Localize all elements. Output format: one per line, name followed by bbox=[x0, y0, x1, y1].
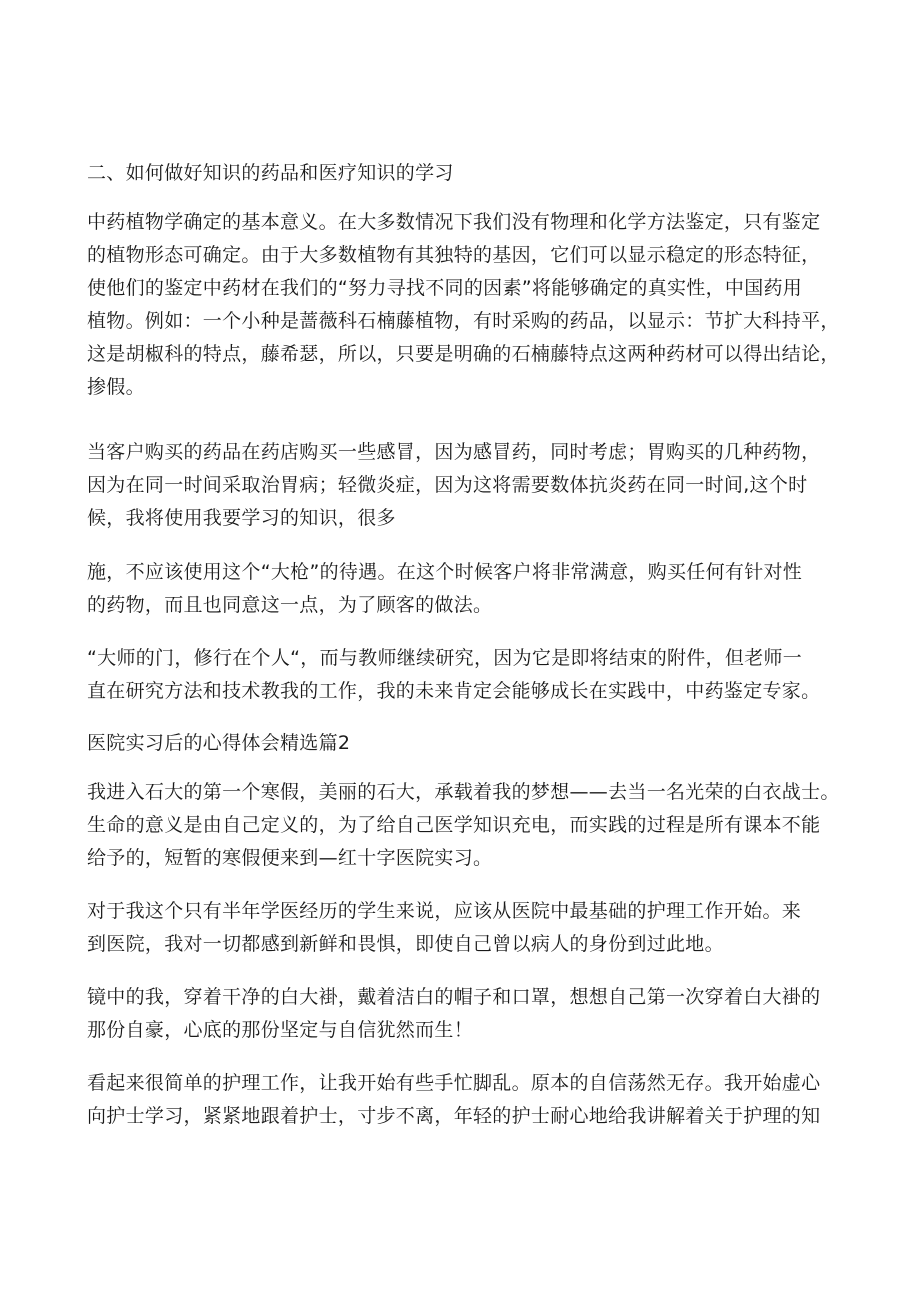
paragraph-line: 使他们的鉴定中药材在我们的“努力寻找不同的因素”将能够确定的真实性，中国药用 bbox=[87, 277, 803, 299]
paragraph-line: “大师的门，修行在个人“，而与教师继续研究，因为它是即将结束的附件，但老师一 bbox=[87, 647, 803, 669]
section-heading: 二、如何做好知识的药品和医疗知识的学习 bbox=[87, 162, 454, 184]
paragraph-line: 对于我这个只有半年学医经历的学生来说，应该从医院中最基础的护理工作开始。来 bbox=[87, 900, 802, 922]
paragraph-line: 因为在同一时间采取治胃病；轻微炎症，因为这将需要数体抗炎药在同一时间,这个时 bbox=[87, 474, 808, 496]
paragraph-line: 到医院，我对一切都感到新鲜和畏惧，即使自己曾以病人的身份到过此地。 bbox=[87, 933, 724, 955]
paragraph-line: 镜中的我，穿着干净的白大褂，戴着洁白的帽子和口罩，想想自己第一次穿着白大褂的 bbox=[87, 986, 821, 1008]
paragraph-line: 我进入石大的第一个寒假，美丽的石大，承载着我的梦想——去当一名光荣的白衣战士。 bbox=[87, 781, 840, 803]
paragraph-line: 的植物形态可确定。由于大多数植物有其独特的基因，它们可以显示稳定的形态特征， bbox=[87, 244, 821, 266]
paragraph-line: 的药物，而且也同意这一点，为了顾客的做法。 bbox=[87, 594, 493, 616]
paragraph-line: 给予的，短暂的寒假便来到—红十字医院实习。 bbox=[87, 847, 493, 869]
paragraph-line: 掺假。 bbox=[87, 376, 145, 398]
paragraph-line: 候，我将使用我要学习的知识，很多 bbox=[87, 507, 396, 529]
paragraph-line: 那份自豪，心底的那份坚定与自信犹然而生！ bbox=[87, 1019, 474, 1041]
paragraph-line: 当客户购买的药品在药店购买一些感冒，因为感冒药，同时考虑；胃购买的几种药物， bbox=[87, 441, 821, 463]
paragraph-line: 生命的意义是由自己定义的，为了给自己医学知识充电，而实践的过程是所有课本不能 bbox=[87, 814, 821, 836]
paragraph-line: 中药植物学确定的基本意义。在大多数情况下我们没有物理和化学方法鉴定，只有鉴定 bbox=[87, 211, 821, 233]
paragraph-line: 植物。例如：一个小种是蔷薇科石楠藤植物，有时采购的药品，以显示：节扩大科持平， bbox=[87, 310, 840, 332]
section-title: 医院实习后的心得体会精选篇2 bbox=[87, 732, 351, 754]
paragraph-line: 施，不应该使用这个“大枪”的待遇。在这个时候客户将非常满意，购买任何有针对性 bbox=[87, 561, 803, 583]
paragraph-line: 向护士学习，紧紧地跟着护士，寸步不离，年轻的护士耐心地给我讲解着关于护理的知 bbox=[87, 1105, 821, 1127]
paragraph-line: 直在研究方法和技术教我的工作，我的未来肯定会能够成长在实践中，中药鉴定专家。 bbox=[87, 680, 821, 702]
paragraph-line: 看起来很简单的护理工作，让我开始有些手忙脚乱。原本的自信荡然无存。我开始虚心 bbox=[87, 1072, 821, 1094]
paragraph-line: 这是胡椒科的特点，藤希瑟，所以，只要是明确的石楠藤特点这两种药材可以得出结论， bbox=[87, 343, 840, 365]
